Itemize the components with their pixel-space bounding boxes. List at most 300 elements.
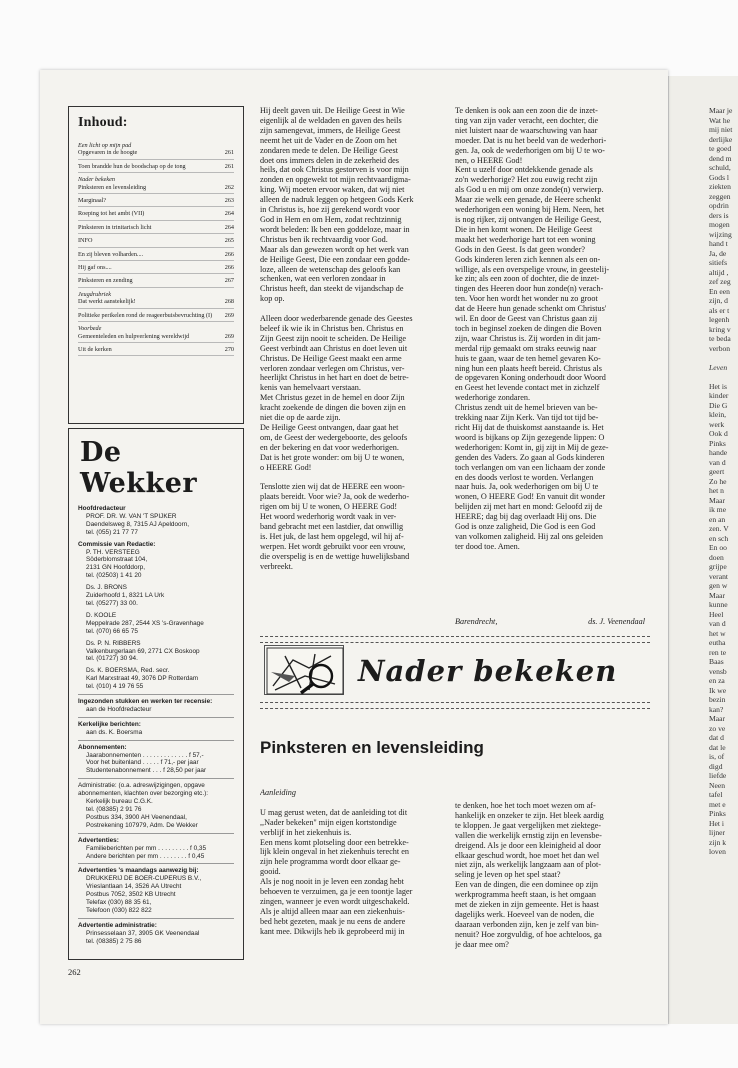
next-page-line: Zo he [709,476,727,486]
text-line: Kent u uzelf door ontdekkende genade als [455,165,593,175]
next-page-line: ren te [709,647,727,657]
text-line: de opgevaren Koning onderhoudt door Woord [455,373,606,383]
rubric-top-rule-2 [260,642,650,643]
toc-item-title: Roeping tot het ambt (VII) [78,210,145,218]
text-line: wonen, O HEERE God! En vanuit dit wonder [455,492,606,502]
masthead-line: Meppelrade 287, 2544 XS 's-Gravenhage [86,619,204,627]
text-line: van volkomen zaligheid. Hij zal ons geleiden [455,531,604,541]
text-line: zondaren mede te delen. De Heilige Geest [260,145,398,155]
next-page-line: vensb [709,666,727,676]
text-line: belijden zij met hart en mond: Geloofd zij de [455,502,603,512]
next-page-line: verbon [709,343,731,353]
masthead-divider [78,833,234,834]
text-line: bed hebt gezeten, maak je nu eens de andere [260,916,406,926]
article-title: Pinksteren en levensleiding [260,738,484,757]
text-line: tingen des Heeren door hun zonde(n) verach- [455,284,604,294]
text-line: hankelijk en onzeker te zijn. Het bleek aardig [455,810,604,820]
text-line: ning hun een plaats heeft bereid. Christus als [455,363,602,373]
next-page-line: als er t [709,305,730,315]
toc-item-title: Toen brandde hun de boodschap op de tong [78,162,186,170]
next-page-line: Ook d [709,429,728,438]
text-line: gooid. [260,867,281,877]
next-page-line: Ik we [709,685,727,695]
text-line: HEERE; dag bij dag overlaadt Hij ons. Die [455,512,597,522]
text-line: toch verlangen om van een lichaam der zonde [455,462,606,472]
next-page-line: te beda [709,334,731,343]
text-line: kop op. [260,294,285,304]
masthead-line: abonnementen, klachten over bezorging etc.): [78,790,209,798]
rubric-bottom-rule-2 [260,708,650,709]
text-line: ting van zijn vader veracht, een dochter, die [455,115,599,125]
text-line: richt Hij dat de thuiskomst aanstaande is. Het [455,423,604,432]
toc-item-page: 266 [224,250,234,258]
next-page-line: ik me [709,505,727,514]
toc-item-page: 270 [224,345,234,353]
text-line: te kloppen. Je gaat vergelijken met ziektege- [455,820,602,830]
toc-item-text [78,251,216,258]
toc-item [78,343,234,356]
next-page-line: hande [709,448,728,457]
text-line: naar huis. Ja, ook wederhorigen om bij U te [455,482,599,492]
masthead-line: tel. (05277) 33 00. [86,599,138,607]
masthead-divider [78,918,234,919]
toc-item-text [78,176,216,191]
text-line: werpen. Het wordt gebruikt voor een vrouw, [260,541,406,551]
masthead-line: Telefax (030) 88 35 61, [86,899,152,907]
toc-item [78,194,234,207]
next-page-line: Neen [709,780,726,790]
masthead-line: Valkenburgerlaan 69, 2771 CX Boskoop [86,647,200,655]
text-line: Als je nog nooit in je leven een zondag hebt [260,877,404,887]
masthead-line: DRUKKERIJ DE BOER-CUPERUS B.V., [86,875,202,883]
toc-item-page: 264 [224,210,234,218]
text-line: wordt beleden: Ik ben een goddeloze, maar in [260,224,410,234]
next-page-line: tafel [709,790,723,799]
masthead-line: Ingezonden stukken en werken ter recensie: [78,698,213,706]
toc-item-page: 261 [224,162,234,170]
toc-item-category: Jeugdrubriek [78,290,111,298]
toc-item-category: Nader bekeken [78,176,115,184]
article-lower-column-1 [260,788,446,937]
next-page-line: van d [709,457,726,467]
masthead-line: Prinsesselaan 37, 3905 GK Veenendaal [86,929,200,937]
masthead-line: Jaarabonnementen . . . . . . . . . . . . . f 57,- [86,751,204,759]
text-line: Te denken is ook aan een zoon die de inzet- [455,106,598,115]
toc-item [78,221,234,234]
next-page-gap [669,372,738,382]
text-line: maakt het wederhorige hart tot een woning [455,234,596,244]
next-page-line: met e [709,799,726,809]
toc-item-text [78,325,216,340]
text-line: als God u en mij om onze zonde(n) verwierp. [455,185,604,195]
masthead-line: Ds. P. N. RIBBERS [86,639,141,647]
masthead-line: Studentenabonnement . . . f 28,50 per jaar [86,767,207,775]
toc-item-title: Hij gaf ons.... [78,264,112,272]
text-line: behoeven te verzuimen, ga je een toontje lager [260,887,413,897]
next-page-line: ders is [709,210,729,220]
toc-item [78,234,234,247]
masthead-line: Kerkelijk bureau C.G.K. [86,798,153,806]
masthead-divider [78,778,234,779]
toc-item [78,173,234,194]
article-column-1 [260,106,446,572]
text-line: die overspelig is en de wettige huwelijksband [260,551,410,561]
masthead-line: Postbus 334, 3900 AH Veenendaal, [86,813,187,821]
paragraph-gap [260,473,446,483]
masthead-line: Karl Marxstraat 49, 3076 DP Rotterdam [86,675,199,683]
text-line: dagelijks werk. Hoeveel van de noden, die [455,909,595,919]
text-line: elkaar geschud wordt, hoe moet het dan wel [455,850,600,860]
next-page-line: Maar [709,495,726,505]
article-lower-column-2 [455,801,645,950]
next-page-line: zijn, d [709,296,728,305]
text-line: o HEERE God! [260,462,312,472]
text-line: om, de Geest der wedergeboorte, des geloofs [260,432,408,442]
masthead-line: tel. (01727) 30 94. [86,655,138,663]
text-line: ,,Nader bekeken" mijn eigen kortstondige [260,817,397,827]
next-page-line: opdrin [709,201,729,210]
masthead-line: aan ds. K. Boersma [86,728,143,736]
text-line: en des doods verlost te worden. Verlangen [455,472,594,482]
toc-item-page: 269 [224,311,234,319]
text-line: en der bekering en dat voor wederhorigen. [260,442,399,452]
next-page-line: dat le [709,742,726,752]
masthead-line: Kerkelijke berichten: [78,720,141,728]
text-line: in Christus is, hoe zij gerekend wordt voor [260,205,400,215]
next-page-line: En oo [709,543,727,552]
text-line: is. Het juk, de last hem opgelegd, wil hij af- [260,531,404,541]
next-page-line: kunne [709,600,728,609]
masthead-line: Vrieslantlaan 14, 3526 AA Utrecht [86,883,182,891]
text-line: king. Wij moeten ervoor waken, dat wij niet [260,185,405,195]
text-line: Als je altijd alleen maar aan een ziekenhuis- [260,906,405,916]
next-page-line: Het i [709,818,724,828]
next-page-line: het n [709,486,724,495]
next-page-line: grijpe [709,562,727,571]
next-page-line: bezin [709,695,726,704]
next-page-line: zef zeg [709,277,731,286]
text-line: ter dood toe. Amen. [455,541,520,551]
masthead-line: Söderblomstraat 104, [86,556,148,564]
toc-item-text [78,291,216,306]
masthead-divider [78,694,234,695]
text-line: God is onze zaligheid, Die God is een God [455,522,596,532]
toc-item-text [78,346,216,353]
toc-item-text [78,142,216,157]
text-line: werkprogramma heeft staan, is het omgaan [455,890,596,900]
paragraph-gap [260,304,446,314]
magazine-logo: De Wekker [80,437,198,499]
toc-item [78,261,234,274]
next-page-line: altijd , [709,267,729,277]
signature-author: ds. J. Veenendaal [588,617,645,626]
next-page-line: zeggen [709,191,731,201]
text-line: wil. En door de Geest van Christus gaan zij [455,314,598,324]
text-line: kracht zoekende de dingen die boven zijn en [260,403,406,413]
next-page-line: zo ve [709,723,726,733]
toc-item-title: Politieke perikelen rond de reageerbuisbevruchting (I) [78,311,213,319]
toc-item [78,248,234,261]
toc-item-title: En zij bleven volharden.... [78,250,144,258]
next-page-line: en an [709,514,726,524]
next-page-line: dend m [709,153,732,163]
next-page-line: Leven [709,362,728,372]
text-line: daaraan verbonden zijn, ken je zelf van bin- [455,919,599,929]
text-line: niet luistert naar de waarschuwing van haar [455,125,598,135]
text-line: ke zin; als een zoon of dochter, die de inzet- [455,274,600,284]
next-page-line: En een [709,286,730,296]
text-line: merdal rijp gemaakt om straks eeuwig naar [455,343,597,353]
text-line: de Heilige Geest, Die een zondaar een godde- [260,254,411,264]
toc-item-page: 261 [224,149,234,157]
next-page-line: Baas [709,657,724,666]
text-line: verblijf in het ziekenhuis is. [260,827,352,837]
text-line: wederhorige zondaren. [455,393,531,403]
article-column-2 [455,106,645,552]
text-line: dreigend. Als je door een kleinigheid al door [455,840,601,850]
toc-item-title: Opgevaren in de hoogte [78,149,138,157]
text-line: lijk klein ongeval in het ziekenhuis terecht en [260,847,409,857]
toc-item [78,288,234,309]
text-line: trekking naar Zijn Kerk. Van tijd tot tijd be- [455,413,599,423]
toc-heading: Inhoud: [78,115,128,130]
text-line: De Heilige Geest ontvangen, daar gaat het [260,422,399,432]
magazine-page [40,70,668,1024]
text-line: rigen om bij U te wonen, O HEERE God! [260,502,398,512]
toc-item-title: Gemeenteleden en hulpverlening wereldwijd [78,332,190,340]
masthead-line: tel. (02503) 1 41 20 [86,572,142,580]
toc-item-title: Pinksteren en zending [78,277,133,285]
toc-item [78,274,234,287]
text-line: zonden en opgewekt tot mijn rechtvaardigma- [260,175,411,185]
masthead-line: Advertenties 's maandags aanwezig bij: [78,867,199,875]
next-page-line: loven [709,847,726,856]
text-line: Met Christus gezet in de hemel en door Zijn [260,393,405,403]
next-page-line: Pinks [709,438,726,448]
text-line: woord is bijkans op Zijn gezegende lippen: O [455,432,605,442]
next-page-line: kan? [709,704,724,714]
text-line: eigenlijk al de weldaden en gaven des heils [260,115,402,125]
toc-item-page: 268 [224,298,234,306]
next-page-line: en za [709,676,725,685]
masthead-line: Familieberichten per mm . . . . . . . . . f 0,35 [86,844,207,852]
next-page-line: mij niet [709,125,733,134]
masthead-line: Ds. K. BOERSMA, Red. secr. [86,667,170,675]
text-line: moeder. Dat is nu het beeld van de wederhori- [455,135,607,145]
toc-item-text [78,312,216,319]
text-line: nen, o HEERE God! [455,155,523,165]
text-line: zingen, wanneer je even wordt uitgeschakeld. [260,896,410,906]
next-page-edge [668,76,738,1024]
toc-item-text [78,163,216,170]
next-page-line: geert [709,467,725,476]
masthead-line: tel. (08385) 2 75 86 [86,937,142,945]
text-line: zo'n wederhorige? Het zou euwig recht zijn [455,175,598,185]
toc-item-category: Een licht op mijn pad [78,142,132,149]
masthead-line: Hoofdredacteur [78,505,126,512]
text-line: beleef ik wie ik in Christus ben. Christus en [260,323,404,333]
masthead-line: Postbus 7052, 3502 KB Utrecht [86,891,176,899]
next-page-line: lijner [709,828,726,837]
text-line: zijn hele programma wordt door elkaar ge- [260,857,401,867]
masthead-box [68,428,244,960]
toc-list [78,139,234,356]
text-line: huis te gaan, waar de ten hemel gevaren Ko- [455,353,601,363]
text-line: loze, alleen de wetenschap des geloofs kan [260,264,401,274]
text-line: kant mee. Dikwijls heb ik geprobeerd mij in [260,926,405,936]
text-line: Die in hen komt wonen. De Heilige Geest [455,224,593,234]
next-page-line: kinder [709,391,729,400]
next-page-line: zen. V [709,524,729,533]
rubric-title: Nader bekeken [358,654,618,688]
next-page-line: derlijke [709,134,733,144]
masthead-line: Advertentie administratie: [78,921,157,929]
next-page-line: zijn k [709,837,727,847]
toc-item [78,207,234,220]
next-page-line: werk [709,419,725,429]
text-line: met de zieken in zijn gemeente. Het is haast [455,900,599,910]
next-page-line: ziekten [709,182,731,191]
masthead-line: Zuiderhoofd 1, 8321 LA Urk [86,592,165,600]
toc-item-page: 267 [224,277,234,285]
masthead-divider [78,740,234,741]
text-line: zijn, waar Christus is. Zij worden in dit jam- [455,333,601,343]
toc-item [78,322,234,343]
text-line: Het woord wederhorig wordt vaak in ver- [260,512,397,522]
text-line: vallen die werkelijk ernstig zijn en levensbe- [455,830,602,840]
text-line: gen. Ja, ook de wederhorigen om bij U te wo- [455,145,605,155]
text-line: willige, als een overspelige vrouw, in geestelij- [455,264,610,274]
toc-item-page: 263 [224,197,234,205]
masthead-line: P. TH. VERSTEEG [86,548,140,556]
text-line: Gods in den Geest. Is dat geen wonder? [455,244,586,254]
masthead-divider [78,863,234,864]
text-line: verloren zondaar verlegen om Christus, ver- [260,363,405,373]
text-line: ten. Voor hen wordt het wonder nu zo groot [455,294,598,304]
text-line: Christus. De Heilige Geest maakt een arme [260,353,402,363]
next-page-line: Het is [709,381,727,391]
masthead-line: PROF. DR. W. VAN 'T SPIJKER [86,512,177,520]
text-line: Geest verbindt aan Christus en doet leven uit [260,343,408,353]
next-page-gap [669,353,738,363]
next-page-line: verant [709,571,728,581]
text-line: je daar mee om? [455,939,509,949]
masthead-details [78,505,234,946]
text-line: Maar als dan gewezen wordt op het werk van [260,244,409,254]
masthead-line: Andere berichten per mm . . . . . . . . f 0,45 [86,852,205,860]
text-line: wederhorigen een woning bij Hem. Neen, het [455,205,605,215]
toc-item [78,139,234,160]
next-page-line: schuld, [709,163,731,172]
text-line: doet ons immers delen in de zekerheid des [260,155,399,165]
text-line: Christus ben ik rechtvaardig voor God. [260,234,388,244]
masthead-line: aan de Hoofdredacteur [86,705,152,713]
rubric-bottom-rule [260,702,650,703]
signature-place: Barendrecht, [455,617,498,626]
masthead-line: tel. (08385) 2 91 76 [86,806,142,813]
text-line: seling je leven op het spel staat? [455,870,561,880]
toc-item-page: 265 [224,237,234,245]
text-line: Een mens komt plotseling door een betrekke- [260,837,409,847]
toc-item-title: Pinksteren en levensleiding [78,183,147,191]
next-page-line: Gods l [709,172,730,182]
next-page-line: en sch [709,533,729,543]
next-page-line: wijzing [709,229,732,239]
next-page-line: is, of [709,752,725,761]
text-line: Tenslotte zien wij dat de HEERE een woon- [260,482,405,492]
next-page-line: Maar [709,714,726,723]
text-line: Christus zendt uit de hemel brieven van be- [455,403,598,413]
toc-item-text [78,264,216,271]
text-line: verbreekt. [260,561,293,571]
next-page-line: digd [709,761,723,771]
text-line: dat de Heere hun genade schenkt om Christus' [455,304,607,314]
toc-item-title: Dat werkt aanstekelijk! [78,298,136,306]
text-line: neemt het uit de Vader en de Zoon om het [260,135,397,145]
magnifier-illustration-icon [264,645,344,695]
text-line: toch in beginsel zoeken de dingen die Boven [455,323,602,333]
text-line: niet die op de aarde zijn. [260,413,341,423]
toc-item-page: 266 [224,264,234,272]
next-page-line: Maar [709,590,726,600]
masthead-line: Ds. J. BRONS [86,584,127,592]
text-line: is nog rijker, zij ontvangen de Heilige Geest, [455,214,602,224]
toc-item [78,309,234,322]
text-line: plaats bereidt. Voor wie? Ja, ook de wederho- [260,492,410,502]
article-signature [455,617,645,626]
masthead-line: Administratie: (o.a. adreswijzigingen, opgave [78,782,205,790]
masthead-divider [78,717,234,718]
masthead-line: 2131 GN Hoofddorp, [86,564,145,572]
next-page-line: het w [709,628,726,638]
text-line: nenuit? Hoe zorgvuldig, of hoe achteloos, ga [455,929,602,939]
next-page-line: Wat he [709,115,731,125]
next-page-line: klein, [709,410,727,419]
next-page-line: sitiefs [709,258,728,267]
text-line: Zijn Geest zijn nooit te scheiden. De Heilige [260,333,406,343]
masthead-line: D. KOOLE [86,611,117,619]
toc-item-page: 269 [224,332,234,340]
toc-item-title: Uit de kerken [78,345,112,353]
toc-item-page: 264 [224,223,234,231]
text-line: genden des Vaders. Zo gaan al Gods kinderen [455,452,605,462]
text-line: alleen de nadruk leggen op hetgeen Gods Kerk [260,195,414,205]
toc-item-text [78,224,216,231]
text-line: heerlijkt Christus in het hart en doet de betre- [260,373,409,383]
text-line: kenis van hemelvaart verstaan. [260,383,361,393]
masthead-line: tel. (055) 21 77 77 [86,528,138,536]
next-page-line: dat d [709,733,724,742]
text-line: schenken, wat een verloren zondaar in [260,274,386,284]
text-line: Alleen door wederbarende genade des Geestes [260,314,413,324]
text-line: zijn samengevat, immers, de Heilige Geest [260,125,401,135]
next-page-line: van d [709,619,726,628]
next-page-line: te goed [709,144,732,153]
masthead-line: Abonnementen: [78,743,127,751]
text-line: te denken, hoe het toch moet wezen om af- [455,801,596,810]
masthead-line: tel. (010) 4 19 76 55 [86,683,144,691]
masthead-line: Postrekening 107979, Adm. De Wekker [86,821,198,829]
text-line: Hij deelt gaven uit. De Heilige Geest in Wie [260,106,405,115]
masthead-line: Voor het buitenland . . . . . f 71,- per jaar [86,759,199,767]
next-page-line: Ja, de [709,248,727,258]
toc-item-text [78,237,216,244]
next-page-line: legenh [709,315,730,324]
next-page-line: Maar je [709,106,733,115]
text-line: Gods kinderen leren zich kennen als een on- [455,254,601,264]
next-page-line: doen [709,552,724,562]
toc-item [78,160,234,173]
